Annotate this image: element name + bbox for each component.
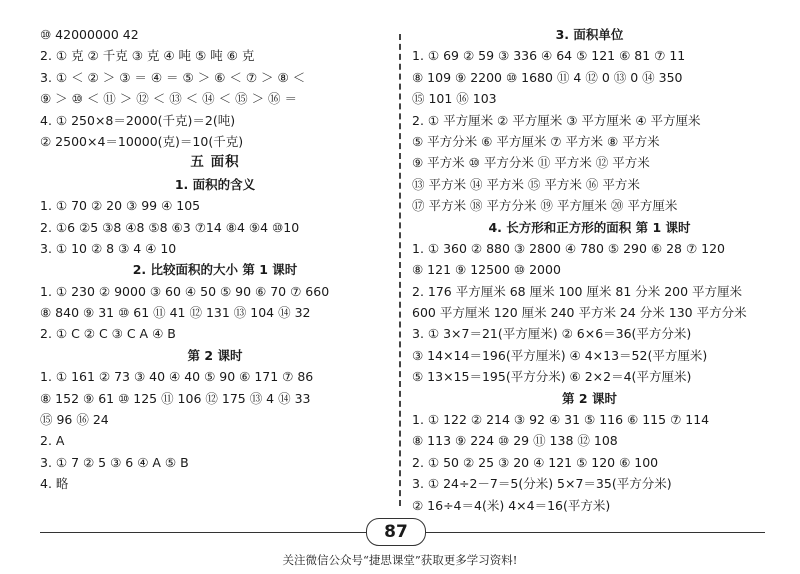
answer-line: 2. 176 平方厘米 68 厘米 100 厘米 81 分米 200 平方厘米 bbox=[412, 283, 743, 299]
answer-line: 3. ① 24÷2－7＝5(分米) 5×7＝35(平方分米) bbox=[412, 476, 672, 492]
answer-line: 2. ①6 ②5 ③8 ④8 ⑤8 ⑥3 ⑦14 ⑧4 ⑨4 ⑩10 bbox=[40, 219, 300, 235]
answer-line: 1. ① 161 ② 73 ③ 40 ④ 40 ⑤ 90 ⑥ 171 ⑦ 86 bbox=[40, 369, 314, 385]
section-heading: 2. 比较面积的大小 第 1 课时 bbox=[132, 262, 298, 278]
answer-line: 3. ① ＜ ② ＞ ③ ＝ ④ ＝ ⑤ ＞ ⑥ ＜ ⑦ ＞ ⑧ ＜ bbox=[40, 69, 306, 85]
right-column bbox=[412, 24, 767, 516]
answer-line: ⑤ 13×15＝195(平方分米) ⑥ 2×2＝4(平方厘米) bbox=[412, 369, 692, 385]
answer-line: ⑨ 平方米 ⑩ 平方分米 ⑪ 平方米 ⑫ 平方米 bbox=[412, 155, 650, 171]
answer-line: 4. ① 250×8＝2000(千克)＝2(吨) bbox=[40, 112, 236, 128]
section-heading: 3. 面积单位 bbox=[555, 27, 624, 42]
left-column bbox=[40, 24, 390, 495]
answer-line: ② 16÷4＝4(米) 4×4＝16(平方米) bbox=[412, 497, 611, 513]
answer-line: ⑮ 101 ⑯ 103 bbox=[412, 91, 497, 107]
page-number: 87 bbox=[366, 518, 426, 546]
section-heading: 第 2 课时 bbox=[562, 390, 617, 406]
answer-line: 600 平方厘米 120 厘米 240 平方米 24 分米 130 平方分米 bbox=[412, 305, 747, 321]
answer-line: ⑮ 96 ⑯ 24 bbox=[40, 412, 109, 428]
answer-line: 1. ① 360 ② 880 ③ 2800 ④ 780 ⑤ 290 ⑥ 28 ⑦ 120 bbox=[412, 240, 726, 256]
answer-line: 1. ① 69 ② 59 ③ 336 ④ 64 ⑤ 121 ⑥ 81 ⑦ 11 bbox=[412, 48, 686, 64]
answer-line: 1. ① 122 ② 214 ③ 92 ④ 31 ⑤ 116 ⑥ 115 ⑦ 114 bbox=[412, 412, 710, 428]
answer-line: 3. ① 3×7＝21(平方厘米) ② 6×6＝36(平方分米) bbox=[412, 326, 692, 342]
answer-line: ⑨ ＞ ⑩ ＜ ⑪ ＞ ⑫ ＜ ⑬ ＜ ⑭ ＜ ⑮ ＞ ⑯ ＝ bbox=[40, 91, 298, 107]
answer-line: 3. ① 10 ② 8 ③ 4 ④ 10 bbox=[40, 240, 177, 256]
answer-line: 2. ① 50 ② 25 ③ 20 ④ 121 ⑤ 120 ⑥ 100 bbox=[412, 454, 659, 470]
answer-line: ⑧ 152 ⑨ 61 ⑩ 125 ⑪ 106 ⑫ 175 ⑬ 4 ⑭ 33 bbox=[40, 390, 311, 406]
answer-line: 2. ① 平方厘米 ② 平方厘米 ③ 平方厘米 ④ 平方厘米 bbox=[412, 112, 701, 128]
section-heading: 第 2 课时 bbox=[187, 347, 243, 363]
answer-line: 2. A bbox=[40, 433, 65, 449]
answer-line: 1. ① 70 ② 20 ③ 99 ④ 105 bbox=[40, 198, 201, 214]
answer-line: 2. ① C ② C ③ C A ④ B bbox=[40, 326, 176, 342]
answer-line: ⑧ 109 ⑨ 2200 ⑩ 1680 ⑪ 4 ⑫ 0 ⑬ 0 ⑭ 350 bbox=[412, 69, 683, 85]
answer-line: 3. ① 7 ② 5 ③ 6 ④ A ⑤ B bbox=[40, 454, 189, 470]
answer-line: 2. ① 克 ② 千克 ③ 克 ④ 吨 ⑤ 吨 ⑥ 克 bbox=[40, 48, 255, 64]
footer-note: 关注微信公众号“捷思课堂”获取更多学习资料! bbox=[282, 553, 518, 567]
answer-line: ⑧ 121 ⑨ 12500 ⑩ 2000 bbox=[412, 262, 561, 278]
answer-line: ⑰ 平方米 ⑱ 平方分米 ⑲ 平方厘米 ⑳ 平方厘米 bbox=[412, 198, 678, 214]
answer-line: 1. ① 230 ② 9000 ③ 60 ④ 50 ⑤ 90 ⑥ 70 ⑦ 660 bbox=[40, 283, 330, 299]
answer-line: 4. 略 bbox=[40, 476, 69, 492]
chapter-title: 五 面积 bbox=[190, 154, 240, 171]
answer-line: ⑬ 平方米 ⑭ 平方米 ⑮ 平方米 ⑯ 平方米 bbox=[412, 176, 640, 192]
answer-line: ② 2500×4＝10000(克)＝10(千克) bbox=[40, 133, 244, 149]
answer-line: ⑧ 840 ⑨ 31 ⑩ 61 ⑪ 41 ⑫ 131 ⑬ 104 ⑭ 32 bbox=[40, 305, 311, 321]
section-heading: 4. 长方形和正方形的面积 第 1 课时 bbox=[488, 219, 691, 235]
answer-line: ⑧ 113 ⑨ 224 ⑩ 29 ⑪ 138 ⑫ 108 bbox=[412, 433, 618, 449]
answer-line: ⑩ 42000000 42 bbox=[40, 27, 139, 42]
section-heading: 1. 面积的含义 bbox=[174, 176, 256, 192]
answer-line: ⑤ 平方分米 ⑥ 平方厘米 ⑦ 平方米 ⑧ 平方米 bbox=[412, 133, 660, 149]
answer-line: ③ 14×14＝196(平方厘米) ④ 4×13＝52(平方厘米) bbox=[412, 347, 708, 363]
column-divider bbox=[399, 34, 401, 506]
